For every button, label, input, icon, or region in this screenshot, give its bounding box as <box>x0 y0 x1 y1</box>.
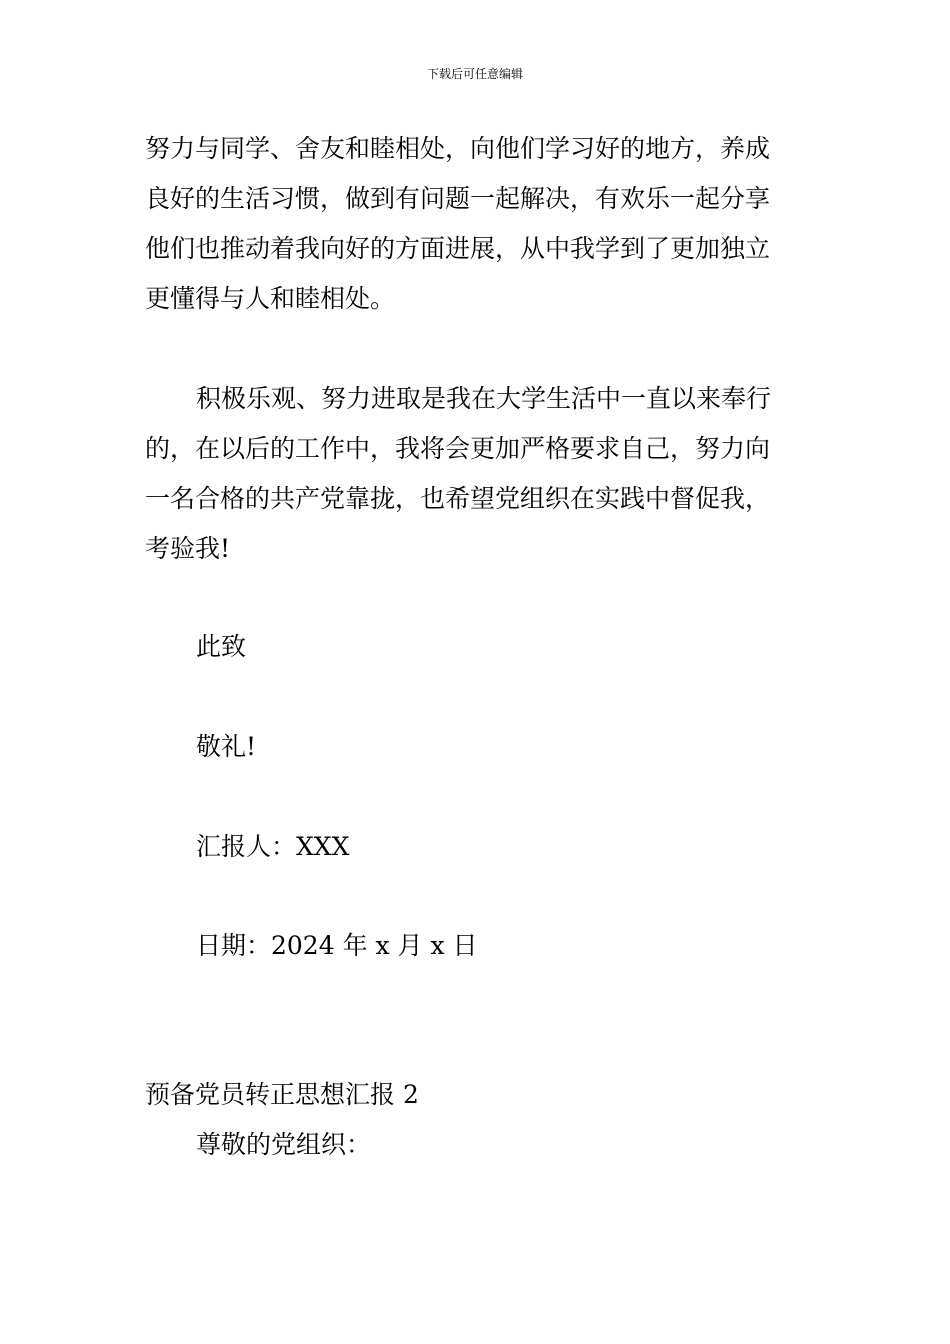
paragraph-2-line-2: 的，在以后的工作中，我将会更加严格要求自己，努力向 <box>145 434 771 463</box>
paragraph-1-line-2: 良好的生活习惯，做到有问题一起解决，有欢乐一起分享 <box>145 184 771 213</box>
closing-respect: 敬礼! <box>196 732 257 761</box>
page-header-note: 下载后可任意编辑 <box>426 67 523 81</box>
paragraph-1-line-1: 努力与同学、舍友和睦相处，向他们学习好的地方，养成 <box>145 134 771 163</box>
section-greeting: 尊敬的党组织： <box>196 1130 372 1159</box>
paragraph-1-line-3: 他们也推动着我向好的方面进展，从中我学到了更加独立 <box>145 234 771 263</box>
date-line: 日期：2024 年 x 月 x 日 <box>196 931 478 960</box>
paragraph-2-line-1: 积极乐观、努力进取是我在大学生活中一直以来奉行 <box>196 384 772 413</box>
paragraph-2-line-3: 一名合格的共产党靠拢，也希望党组织在实践中督促我， <box>145 484 771 513</box>
section-title: 预备党员转正思想汇报 2 <box>145 1080 419 1109</box>
paragraph-2-line-4: 考验我! <box>145 534 231 563</box>
paragraph-1-line-4: 更懂得与人和睦相处。 <box>145 284 396 313</box>
reporter-line: 汇报人：XXX <box>196 832 350 861</box>
closing-salutation: 此致 <box>196 632 247 661</box>
